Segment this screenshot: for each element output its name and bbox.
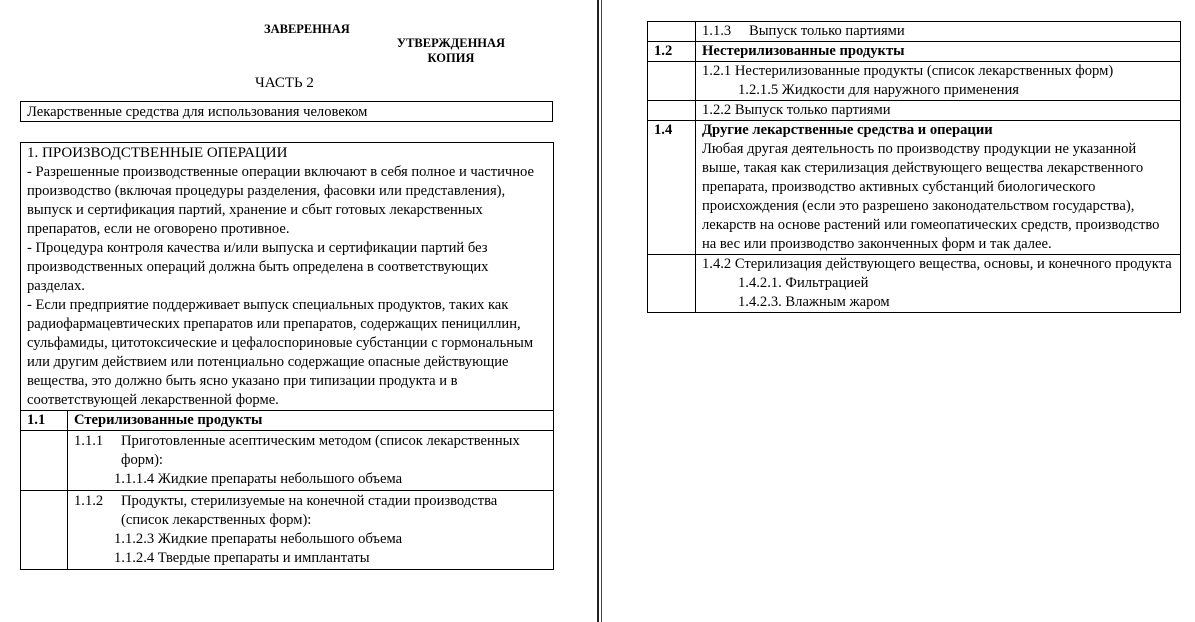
paragraph: - Разрешенные производственные операции включают в себя полное и частичное производство (включая процедуры разделения, фасовки или представления), выпуск и сертификация партий, хранение и сбыт готовых лекарственных препаратов, если не оговорено противное. [27,164,535,237]
table-row [648,121,1181,255]
row-title: Стерилизованные продукты [68,411,554,431]
table-row [21,431,554,491]
paragraph: - Если предприятие поддерживает выпуск специальных продуктов, таких как радиофармацевтических препаратов или препаратов, содержащих пенициллин, сульфамиды, цитотоксические и цефалоспориновые субстанции с гормональным или другим действием или потенциально содержащие опасные действующие вещества, это должно быть ясно указано при типизации продукта и в соответствующей лекарственной форме. [27,297,534,408]
item-text: Продукты, стерилизуемые на конечной стадии производства (список лекарственных форм): [121,493,498,528]
list-item [696,22,1181,42]
item-text: 1.4.2 Стерилизация действующего вещества, основы, и конечного продукта [702,256,1172,272]
empty-cell [648,22,696,42]
human-use-text: Лекарственные средства для использования человеком [27,104,368,120]
list-item [696,255,1181,313]
copy-label: КОПИЯ [427,51,475,65]
table-row [648,101,1181,121]
production-operations-cell [21,143,554,411]
certified-stamp: ЗАВЕРЕННАЯ [264,22,350,36]
list-item [696,62,1181,101]
left-page [0,0,596,622]
page-divider [596,0,604,622]
part-title: ЧАСТЬ 2 [255,75,314,91]
table-row [648,255,1181,313]
item-text: Приготовленные асептическим методом (список лекарственных форм): [121,433,520,468]
right-table [647,21,1181,313]
empty-cell [21,431,68,491]
paragraph: Любая другая деятельность по производству продукции не указанной выше, такая как стерилизация действующего вещества лекарственного препарата, производство активных субстанций биологического происхождения (если это разрешено законодательством государства), лекарств на основе растений или гомеопатических средств, производство на вес или производство законченных форм и так далее. [702,141,1160,252]
list-item [68,431,554,491]
table-row [21,491,554,570]
approved-label: УТВЕРЖДЕННАЯ [396,36,506,50]
section-heading: 1. ПРОИЗВОДСТВЕННЫЕ ОПЕРАЦИИ [27,145,288,161]
empty-cell [648,101,696,121]
row-title: Нестерилизованные продукты [696,42,1181,62]
row-title: Другие лекарственные средства и операции [702,122,993,138]
list-item [68,491,554,570]
left-table [20,142,554,570]
list-item: 1.2.2 Выпуск только партиями [696,101,1181,121]
empty-cell [21,491,68,570]
sub-item: 1.4.2.1. Фильтрацией [738,275,869,291]
empty-cell [648,255,696,313]
table-row [648,22,1181,42]
empty-cell [648,62,696,101]
table-row [648,62,1181,101]
sub-item: 1.1.1.4 Жидкие препараты небольшого объема [114,471,403,487]
paragraph: - Процедура контроля качества и/или выпуска и сертификации партий без производственных операций должна быть определена в соответствующих разделах. [27,240,489,294]
human-use-box [20,101,553,122]
item-code: 1.1.2 [74,493,104,509]
item-code: 1.1.1 [74,433,104,449]
other-operations-cell [696,121,1181,255]
row-number: 1.2 [648,42,696,62]
item-code: 1.1.3 [702,23,732,39]
sub-item: 1.4.2.3. Влажным жаром [738,294,890,310]
row-number: 1.4 [648,121,696,255]
table-row [648,42,1181,62]
sub-item: 1.2.1.5 Жидкости для наружного применения [738,82,1019,98]
table-row [21,143,554,411]
approved-copy-stamp [393,36,509,66]
sub-item: 1.1.2.3 Жидкие препараты небольшого объема [114,531,403,547]
sub-item: 1.1.2.4 Твердые препараты и имплантаты [114,550,370,566]
item-text: 1.2.1 Нестерилизованные продукты (список лекарственных форм) [702,63,1114,79]
table-row [21,411,554,431]
row-number: 1.1 [21,411,68,431]
item-text: Выпуск только партиями [749,23,905,39]
